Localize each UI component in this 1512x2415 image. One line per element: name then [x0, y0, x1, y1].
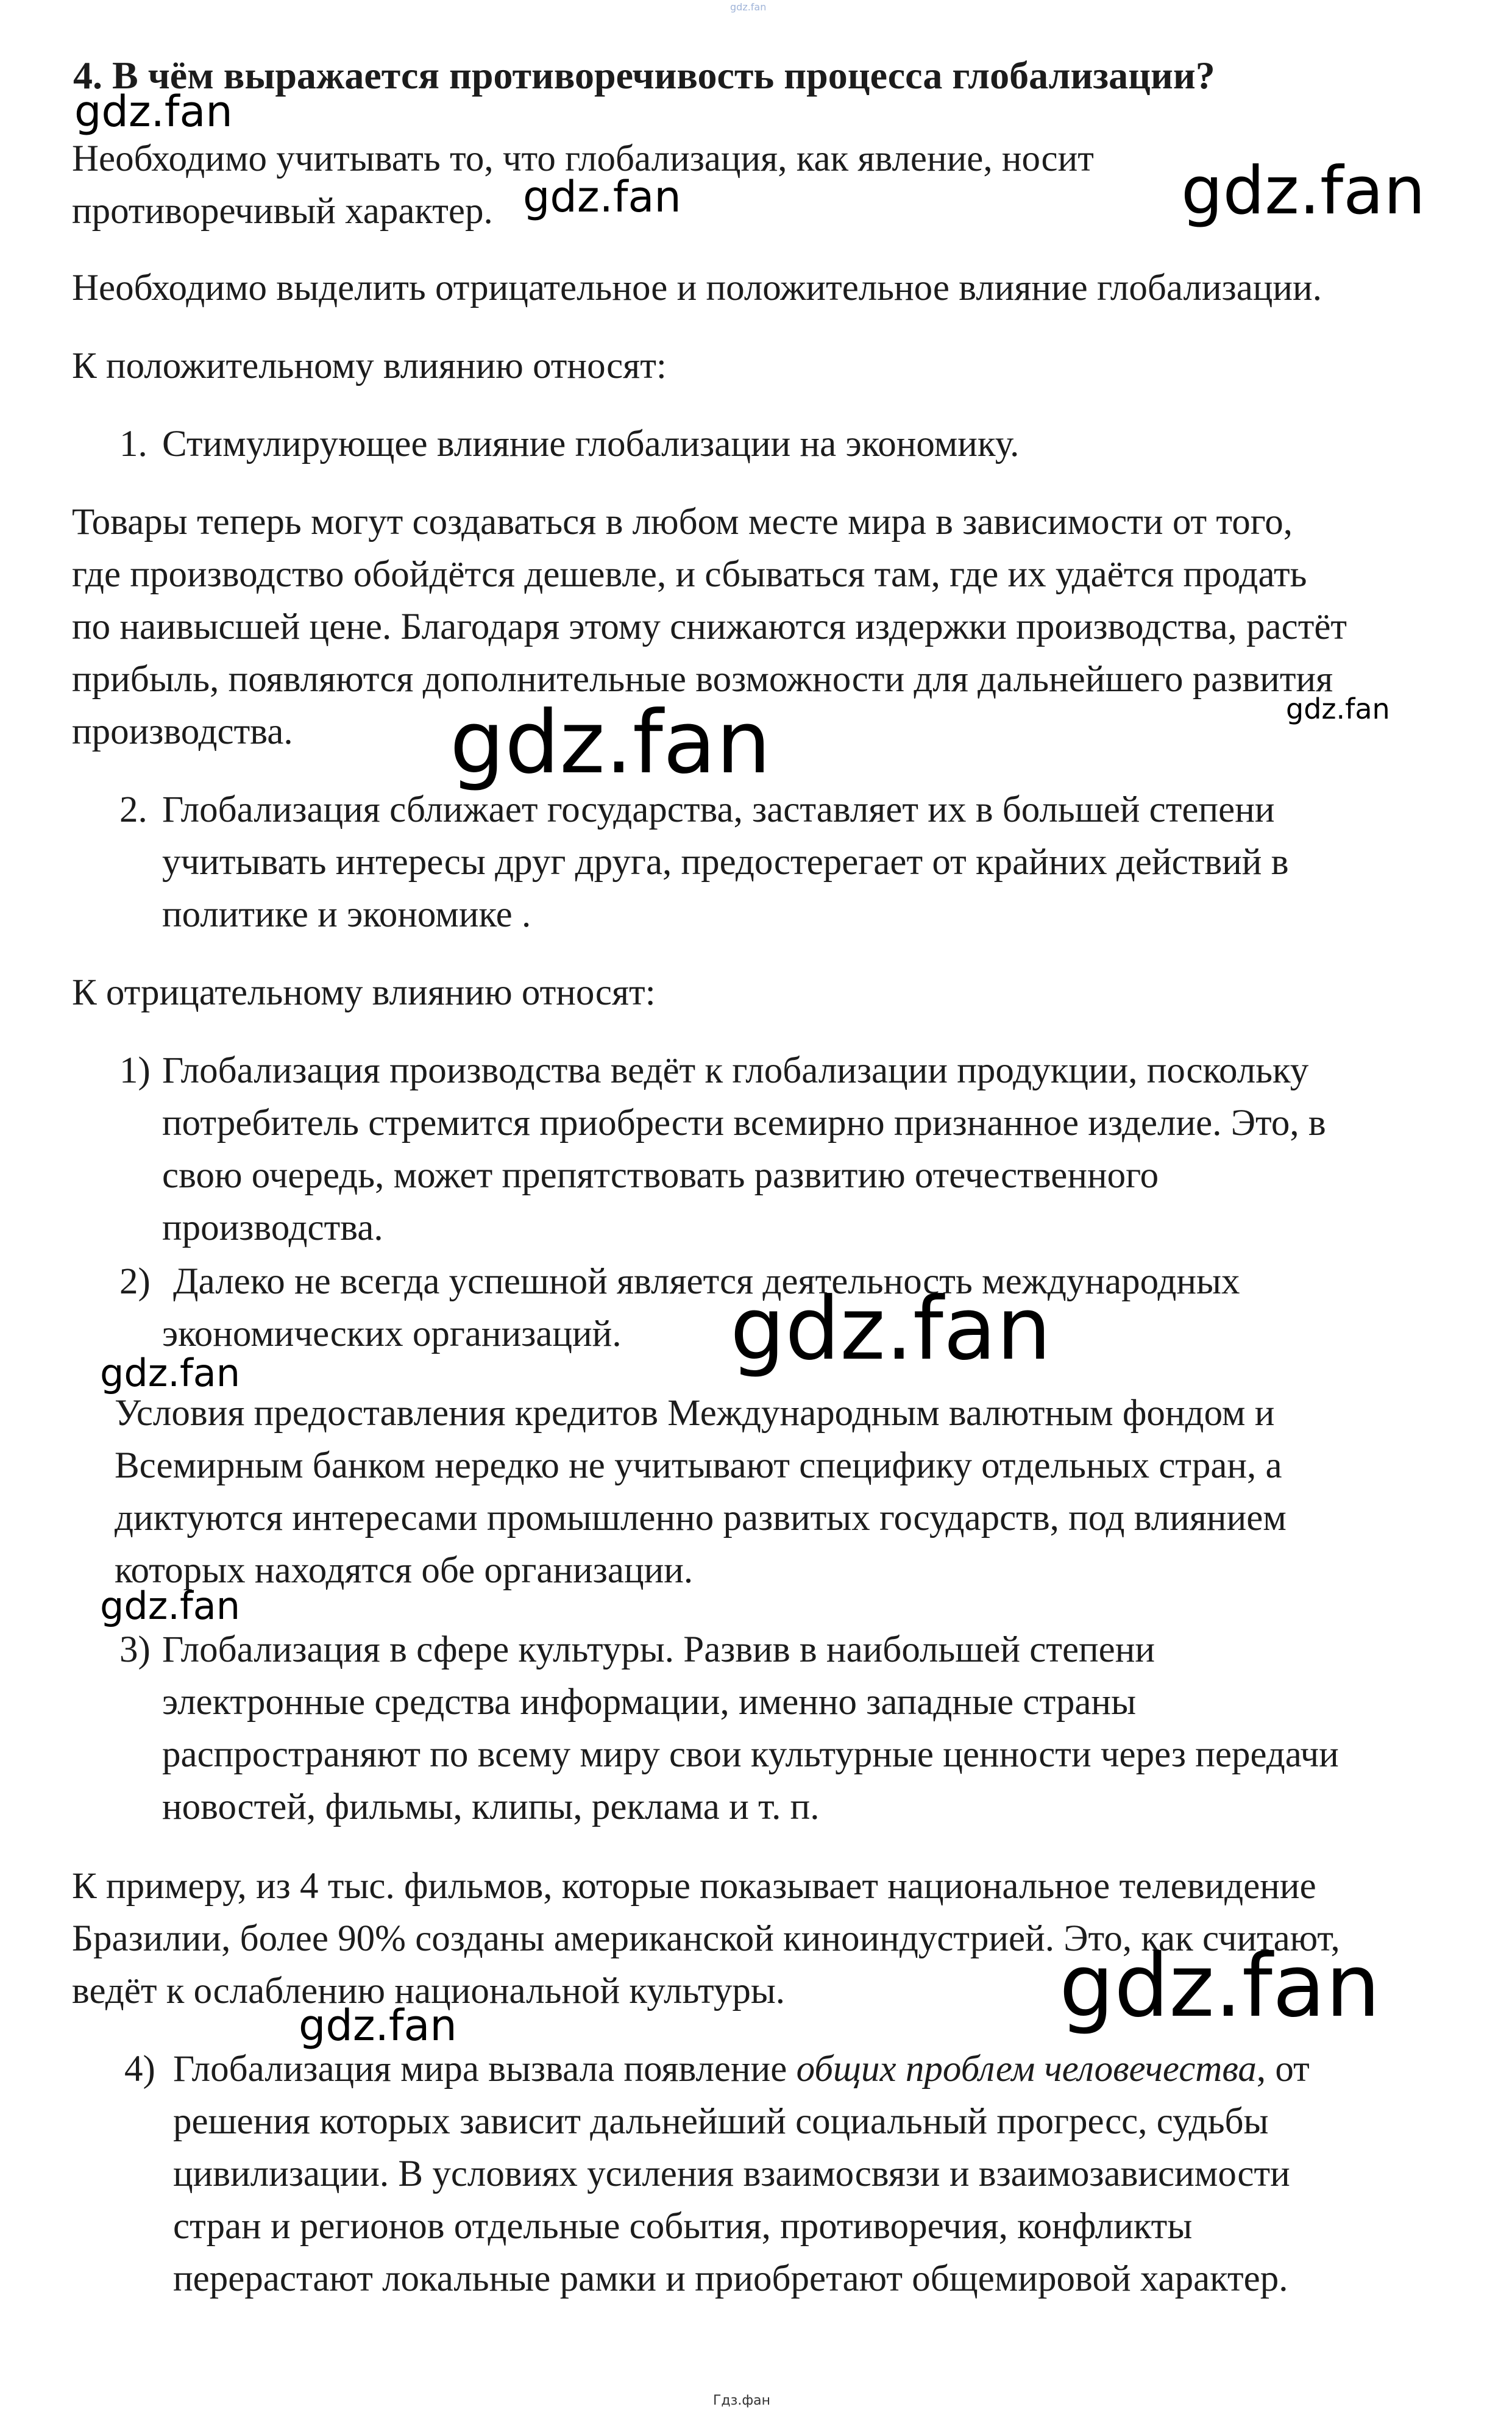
highlight-sentence: Необходимо выделить отрицательное и положительное влияние глобализации. [72, 268, 1322, 308]
paragraph-line: где производство обойдётся дешевле, и сбываться там, где их удаётся продать [72, 554, 1307, 595]
paragraph-line: Бразилии, более 90% созданы американской киноиндустрией. Это, как считают, [72, 1918, 1340, 1959]
paragraph-line: К примеру, из 4 тыс. фильмов, которые показывает национальное телевидение [72, 1866, 1316, 1907]
paragraph-line: Условия предоставления кредитов Международным валютным фондом и [115, 1393, 1275, 1434]
list-item: цивилизации. В условиях усиления взаимосвязи и взаимозависимости [173, 2154, 1290, 2194]
intro-line: противоречивый характер. [72, 191, 493, 232]
footer-watermark: Гдз.фан [713, 2393, 770, 2408]
watermark: gdz.fan [299, 2001, 457, 2050]
paragraph-line: производства. [72, 711, 293, 752]
list-number: 3) [119, 1629, 151, 1670]
list-item: Глобализация сближает государства, заставляет их в большей степени [162, 789, 1275, 830]
list-item: потребитель стремится приобрести всемирно признанное изделие. Это, в [162, 1103, 1326, 1143]
watermark: gdz.fan [1181, 153, 1425, 229]
watermark: gdz.fan [74, 87, 233, 137]
list-item: Стимулирующее влияние глобализации на экономику. [162, 424, 1020, 464]
list-item: политике и экономике . [162, 894, 531, 935]
list-item-text: Глобализация мира вызвала появление [173, 2049, 797, 2090]
list-item [173, 2050, 1310, 2088]
watermark: gdz.fan [523, 172, 681, 222]
list-item: стран и регионов отдельные события, противоречия, конфликты [173, 2206, 1193, 2247]
list-item: производства. [162, 1208, 383, 1248]
list-item: перерастают локальные рамки и приобретают общемировой характер. [173, 2258, 1288, 2299]
list-number: 1. [119, 424, 147, 464]
paragraph-line: Товары теперь могут создаваться в любом месте мира в зависимости от того, [72, 502, 1293, 542]
watermark: gdz.fan [100, 1584, 241, 1628]
list-item-emphasis: общих проблем человечества [796, 2049, 1257, 2090]
list-item: распространяют по всему миру свои культурные ценности через передачи [162, 1734, 1339, 1775]
paragraph-line: диктуются интересами промышленно развитых государств, под влиянием [115, 1498, 1287, 1538]
intro-line: Необходимо учитывать то, что глобализация, как явление, носит [72, 138, 1094, 179]
list-number: 2. [119, 789, 147, 830]
watermark: gdz.fan [100, 1351, 241, 1395]
list-number: 4) [124, 2049, 155, 2090]
list-item: свою очередь, может препятствовать развитию отечественного [162, 1155, 1159, 1196]
negative-heading: К отрицательному влиянию относят: [72, 972, 656, 1013]
positive-heading: К положительному влиянию относят: [72, 346, 667, 386]
list-item: Далеко не всегда успешной является деятельность международных [173, 1261, 1240, 1302]
list-item-text: , от [1256, 2049, 1310, 2090]
list-item: электронные средства информации, именно западные страны [162, 1682, 1137, 1723]
paragraph-line: Всемирным банком нередко не учитывают специфику отдельных стран, а [115, 1445, 1282, 1486]
list-item: Глобализация производства ведёт к глобализации продукции, поскольку [162, 1050, 1309, 1091]
watermark: gdz.fan [730, 1279, 1051, 1379]
list-number: 1) [119, 1050, 151, 1091]
paragraph-line: прибыль, появляются дополнительные возможности для дальнейшего развития [72, 659, 1333, 700]
question-heading: 4. В чём выражается противоречивость процесса глобализации? [73, 54, 1215, 97]
paragraph-line: по наивысшей цене. Благодаря этому снижаются издержки производства, растёт [72, 606, 1347, 647]
list-item: учитывать интересы друг друга, предостерегает от крайних действий в [162, 842, 1289, 883]
list-number: 2) [119, 1261, 151, 1302]
paragraph-line: ведёт к ослаблению национальной культуры. [72, 1971, 786, 2011]
paragraph-line: которых находятся обе организации. [115, 1550, 694, 1591]
list-item: экономических организаций. [162, 1314, 622, 1354]
list-item: Глобализация в сфере культуры. Развив в наибольшей степени [162, 1629, 1155, 1670]
watermark: gdz.fan [1059, 1936, 1380, 2036]
list-item: новостей, фильмы, клипы, реклама и т. п. [162, 1787, 820, 1827]
watermark: gdz.fan [1286, 692, 1390, 725]
top-watermark: gdz.fan [730, 1, 767, 13]
watermark: gdz.fan [450, 692, 771, 793]
list-item: решения которых зависит дальнейший социальный прогресс, судьбы [173, 2101, 1269, 2142]
